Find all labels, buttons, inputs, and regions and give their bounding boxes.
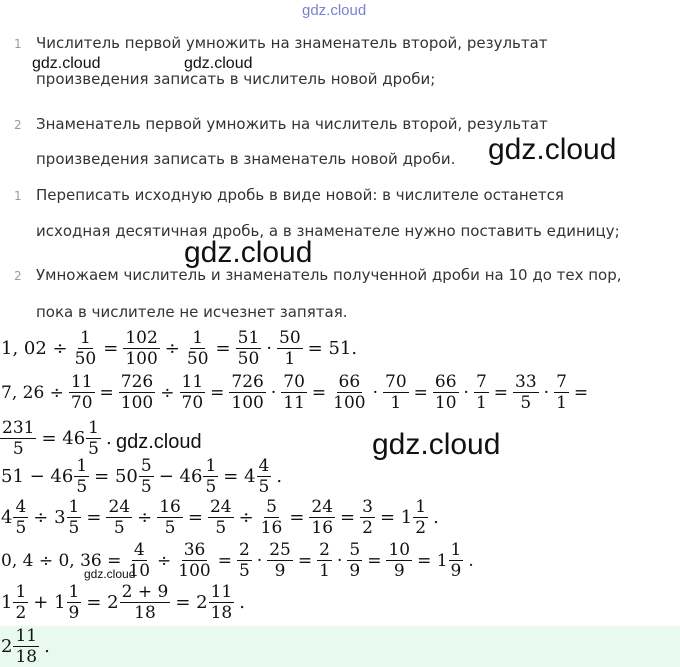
fraction: $\frac{66}{100}$ xyxy=(333,372,366,413)
fraction: $\frac{25}{9}$ xyxy=(269,540,291,581)
fraction: $\frac{50}{1}$ xyxy=(279,328,301,369)
step-number: 1 xyxy=(14,189,22,203)
watermark-c: gdz.cloud xyxy=(488,133,617,166)
step-number: 1 xyxy=(14,37,22,51)
step-line-2: исходная десятичная дробь, а в знаменателе нужно поставить единицу; xyxy=(36,222,620,240)
fraction: $\frac{1}{9}$ xyxy=(68,582,80,623)
fraction: $\frac{1}{9}$ xyxy=(450,540,462,581)
fraction: $\frac{2}{5}$ xyxy=(239,540,250,581)
step-line-1: Переписать исходную дробь в виде новой: в числителе останется xyxy=(36,186,564,204)
fraction: $\frac{11}{70}$ xyxy=(70,372,93,413)
fraction: $\frac{2 + 9}{18}$ xyxy=(121,582,169,623)
fraction: $\frac{1}{50}$ xyxy=(186,328,209,369)
fraction: $\frac{1}{5}$ xyxy=(205,456,217,497)
watermark-f: gdz.cloud xyxy=(372,428,501,461)
expr: 1, 02 ÷ xyxy=(1,338,68,359)
fraction: $\frac{51}{50}$ xyxy=(237,328,260,369)
equation-5: 4 $\frac{4}{5}$ ÷ 3 $\frac{1}{5}$ = $\frac{24}{5}$ ÷ $\frac{16}{5}$ = $\frac{24}{5}$ ÷ $\frac{5}{16}$ = $\frac{24}{16}$ = $\frac{3}{2}$ = 1 $\frac{1}{2}$ . xyxy=(1,497,439,538)
fraction: $\frac{4}{10}$ xyxy=(128,540,151,581)
fraction: $\frac{7}{1}$ xyxy=(475,372,487,413)
fraction: $\frac{11}{70}$ xyxy=(181,372,204,413)
equation-7: 1 $\frac{1}{2}$ + 1 $\frac{1}{9}$ = 2 $\frac{2 + 9}{18}$ = 2 $\frac{11}{18}$ . xyxy=(1,582,245,623)
step-number: 2 xyxy=(14,118,22,132)
fraction: $\frac{66}{10}$ xyxy=(434,372,457,413)
equation-4: 51 − 46 $\frac{1}{5}$ = 50 $\frac{5}{5}$ − 46 $\frac{1}{5}$ = 4 $\frac{4}{5}$ . xyxy=(1,456,283,497)
fraction: $\frac{16}{5}$ xyxy=(159,497,181,538)
step-line-2: пока в числителе не исчезнет запятая. xyxy=(36,303,348,321)
fraction: $\frac{4}{5}$ xyxy=(258,456,270,497)
fraction: $\frac{10}{9}$ xyxy=(388,540,411,581)
fraction: $\frac{11}{18}$ xyxy=(210,582,233,623)
watermark-d: gdz.cloud xyxy=(184,236,313,269)
fraction: $\frac{1}{2}$ xyxy=(415,497,427,538)
fraction: $\frac{36}{100}$ xyxy=(178,540,211,581)
fraction: $\frac{1}{50}$ xyxy=(74,328,97,369)
fraction: $\frac{7}{1}$ xyxy=(556,372,567,413)
equation-1: 1, 02 ÷ $\frac{1}{50}$ = $\frac{102}{100}$ ÷ $\frac{1}{50}$ = $\frac{51}{50}$ · $\frac{50}{1}$ = 51. xyxy=(1,328,358,369)
fraction: $\frac{11}{18}$ xyxy=(15,626,38,667)
fraction: $\frac{726}{100}$ xyxy=(120,372,154,413)
step-line-2: произведения записать в числитель новой дроби; xyxy=(36,70,436,88)
fraction: $\frac{4}{5}$ xyxy=(15,497,27,538)
fraction: $\frac{5}{9}$ xyxy=(349,540,361,581)
fraction: $\frac{24}{16}$ xyxy=(311,497,334,538)
fraction: $\frac{5}{5}$ xyxy=(140,456,152,497)
fraction: $\frac{1}{5}$ xyxy=(88,418,99,459)
answer-box xyxy=(0,626,680,667)
fraction: $\frac{2}{1}$ xyxy=(319,540,330,581)
fraction: $\frac{24}{5}$ xyxy=(209,497,232,538)
fraction: $\frac{1}{5}$ xyxy=(76,456,88,497)
watermark-a: gdz.cloud xyxy=(32,55,101,72)
fraction: $\frac{1}{5}$ xyxy=(68,497,80,538)
step-number: 2 xyxy=(14,269,22,283)
fraction: $\frac{70}{1}$ xyxy=(385,372,407,413)
fraction: $\frac{33}{5}$ xyxy=(515,372,537,413)
watermark-top: gdz.cloud xyxy=(302,2,367,19)
step-line-1: Числитель первой умножить на знаменатель второй, результат xyxy=(36,34,548,52)
equation-3: $\frac{231}{5}$ = 46 $\frac{1}{5}$ . xyxy=(2,418,112,459)
step-line-2: произведения записать в знаменатель новой дроби. xyxy=(36,150,456,168)
fraction: $\frac{3}{2}$ xyxy=(362,497,373,538)
step-line-1: Знаменатель первой умножить на числитель второй, результат xyxy=(36,115,548,133)
answer-equation: 2 $\frac{11}{18}$ . xyxy=(1,626,50,667)
watermark-e: gdz.cloud xyxy=(116,431,202,453)
fraction: $\frac{70}{11}$ xyxy=(283,372,305,413)
step-line-1: Умножаем числитель и знаменатель полученной дроби на 10 до тех пор, xyxy=(36,266,622,284)
fraction: $\frac{5}{16}$ xyxy=(260,497,283,538)
fraction: $\frac{231}{5}$ xyxy=(2,418,35,459)
fraction: $\frac{1}{2}$ xyxy=(15,582,27,623)
fraction: $\frac{24}{5}$ xyxy=(108,497,131,538)
fraction: $\frac{726}{100}$ xyxy=(231,372,264,413)
fraction: $\frac{102}{100}$ xyxy=(125,328,158,369)
equation-2: 7, 26 ÷ $\frac{11}{70}$ = $\frac{726}{100}$ ÷ $\frac{11}{70}$ = $\frac{726}{100}$ · $\frac{70}{11}$ = $\frac{66}{100}$ · $\frac{70}{1}$ = $\frac{66}{10}$ · $\frac{7}{1}$ = $\frac{33}{5}$ · $\frac{7}{1}$ = xyxy=(1,372,589,413)
watermark-g: gdz.cloud xyxy=(84,567,136,581)
watermark-b: gdz.cloud xyxy=(184,55,253,72)
equation-6: 0, 4 ÷ 0, 36 = $\frac{4}{10}$ ÷ $\frac{36}{100}$ = $\frac{2}{5}$ · $\frac{25}{9}$ = $\frac{2}{1}$ · $\frac{5}{9}$ = $\frac{10}{9}$ = 1 $\frac{1}{9}$ . xyxy=(1,540,474,581)
